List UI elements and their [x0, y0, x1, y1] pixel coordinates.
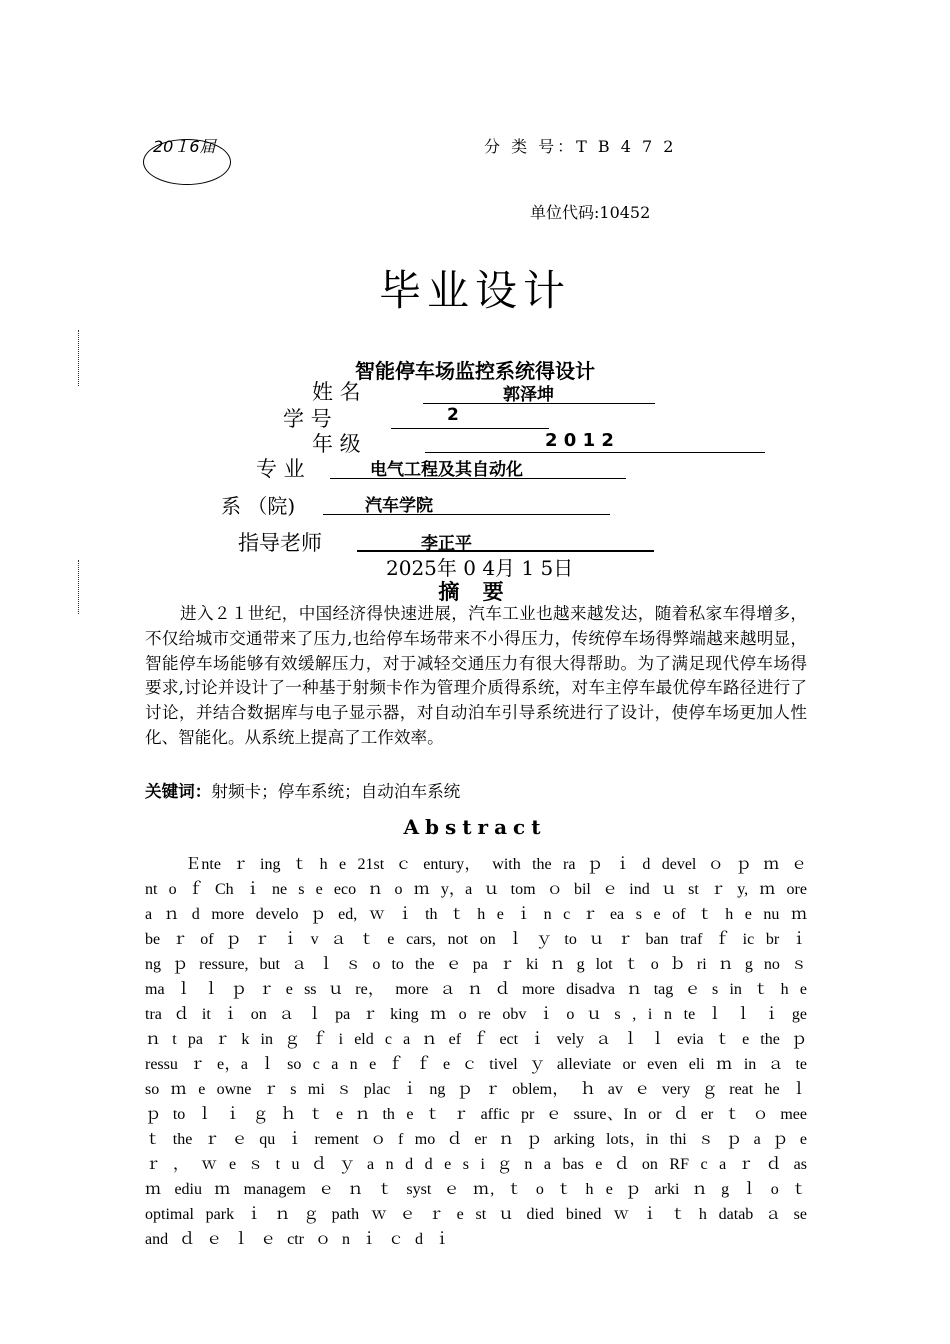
grade-field [425, 428, 765, 453]
advisor-field [357, 526, 654, 552]
abstract-en-title: Abstract [403, 815, 547, 839]
department-value: 汽车学院 [365, 496, 433, 516]
major-value: 电气工程及其自动化 [370, 460, 523, 480]
date: 2025年 0 4月 1 5日 [386, 556, 574, 580]
student-id-value: 2 [447, 405, 459, 425]
abstract-cn-title: 摘 要 [438, 580, 512, 604]
advisor-value: 李正平 [421, 534, 472, 554]
abstract-cn-text: 进入２１世纪，中国经济得快速进展，汽车工业也越来越发达，随着私家车得增多，不仅给城市交通带来了压力,也给停车场带来不小得压力，传统停车场得弊端越来越明显，智能停车场能够有效缓解压力，对于减轻交通压力有很大得帮助。为了满足现代停车场得要求,讨论并设计了一种基于射频卡作为管理介质得系统，对车主停车最优停车路径进行了讨论，并结合数据库与电子显示器，对自动泊车引导系统进行了设计，使停车场更加人性化、智能化。从系统上提高了工作效率。 [145, 604, 807, 747]
name-field [423, 379, 655, 404]
unit-code: 单位代码:10452 [530, 203, 651, 222]
student-id-field [391, 404, 549, 429]
thesis-title: 智能停车场监控系统得设计 [355, 359, 595, 383]
name-value: 郭泽坤 [503, 385, 554, 405]
major-label: 专 业 [256, 457, 305, 481]
student-id-label: 学 号 [283, 407, 332, 431]
department-field [323, 490, 610, 515]
grade-value: 2 0 1 2 [545, 430, 614, 451]
keywords-line [145, 778, 460, 802]
department-label: 系 （院) [221, 494, 296, 518]
keywords-value: 射频卡；停车系统；自动泊车系统 [211, 782, 461, 801]
advisor-label: 指导老师 [238, 531, 322, 555]
graduation-year: 20１6届 [153, 137, 216, 156]
abstract-en-text: Ｅnte ｒ ing ｔ h e 21st ｃ entury， with the ra ｐ ｉ d devel ｏ ｐ ｍ ｅ nt o ｆ Ch ｉ ne s e eco ｎ o ｍ y，a ｕ tom ｏ bil ｅ ind ｕ st ｒ y, ｍ ore a ｎ d more develo ｐ ed, ｗ ｉ th ｔ h e ｉ n c ｒ ea s e of ｔ h e nu ｍ be ｒ of ｐ ｒ ｉ v ａ ｔ e cars, not on ｌ ｙ to ｕ ｒ ban traf ｆ ic br ｉ ng ｐ ressure, but ａ ｌ ｓ o to the ｅ pa ｒ ki ｎ g lot ｔ o ｂ ri ｎ g no ｓ ma ｌ ｌ ｐ ｒ e ss ｕ re， more ａ ｎ ｄ more disadva ｎ tag ｅ s in ｔ h e tra ｄ it ｉ on ａ ｌ pa ｒ king ｍ o re obv ｉ o ｕ s , i n te ｌ ｌ ｉ ge ｎ t pa ｒ k in ｇ ｆ i eld c a ｎ ef ｆ ect ｉ vely ａ ｌ ｌ evia ｔ e the ｐ ressu ｒ e，a ｌ so c a n e ｆ ｆ e ｃ tivel ｙ alleviate or even eli ｍ in ａ te so ｍ e owne ｒ s mi ｓ plac ｉ ng ｐ ｒ oblem， ｈ av ｅ very ｇ reat he ｌ ｐ to ｌ ｉ ｇ ｈ ｔ e ｎ th e ｔ ｒ affic pr ｅ ssure、In or ｄ er ｔ ｏ mee ｔ the ｒ ｅ qu ｉ rement ｏ f mo ｄ er ｎ ｐ arking lots，in thi ｓ ｐ a ｐ e ｒ ， ｗ e ｓ t u ｄ ｙ a n d d e s i ｇ n a bas e ｄ on RF c a ｒ ｄ as ｍ ediu ｍ managem ｅ ｎ ｔ syst ｅ ｍ, ｔ o ｔ h e ｐ arki ｎ g ｌ o ｔ optimal park ｉ ｎ ｇ path ｗ ｅ ｒ e st ｕ died bined ｗ ｉ ｔ h datab ａ se and ｄ ｅ ｌ ｅ ctr ｏ n ｉ ｃ d ｉ [145, 856, 807, 1248]
grade-label: 年 级 [312, 432, 361, 456]
name-label: 姓 名 [312, 380, 361, 404]
main-title: 毕业设计 [378, 266, 571, 315]
major-field [330, 454, 626, 479]
keywords-label: 关键词： [145, 782, 212, 801]
classification-number: 分 类 号：T B 4 7 2 [484, 137, 677, 156]
